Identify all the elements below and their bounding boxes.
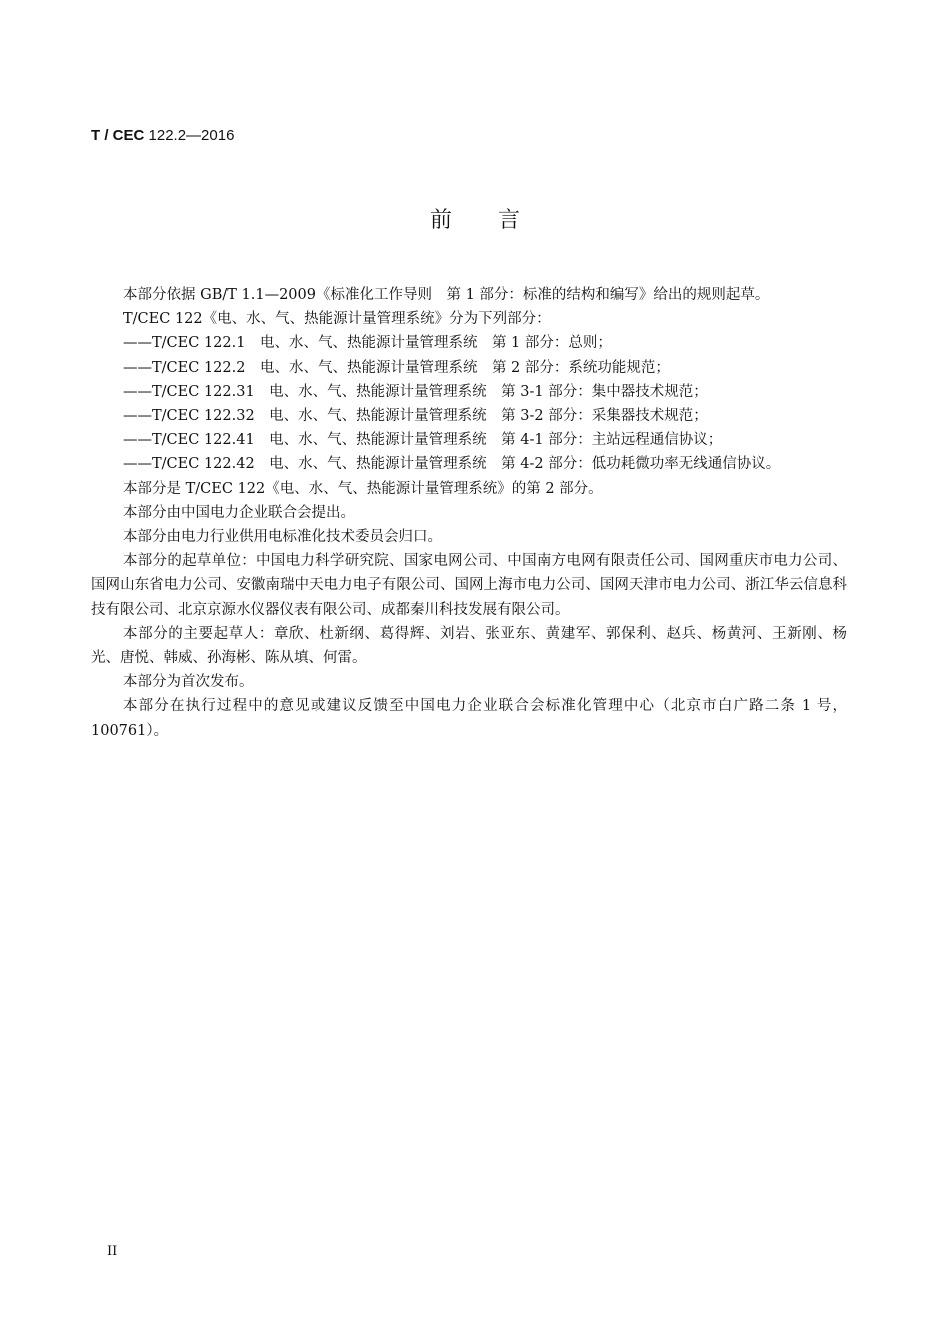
paragraph-first-release: 本部分为首次发布。 <box>123 674 254 691</box>
foreword-body <box>91 283 847 743</box>
paragraph-part-statement: 本部分是 T/CEC 122《电、水、气、热能源计量管理系统》的第 2 部分。 <box>123 480 603 497</box>
list-item: ——T/CEC 122.1 电、水、气、热能源计量管理系统 第 1 部分：总则； <box>123 335 612 352</box>
paragraph-drafters: 本部分的主要起草人：章欣、杜新纲、葛得辉、刘岩、张亚东、黄建军、郭保利、赵兵、杨黄河、王新刚、杨光、唐悦、韩威、孙海彬、陈从填、何雷。 <box>91 625 847 667</box>
paragraph-proposer: 本部分由中国电力企业联合会提出。 <box>123 504 355 521</box>
paragraph-feedback: 本部分在执行过程中的意见或建议反馈至中国电力企业联合会标准化管理中心（北京市白广路二条 1 号，100761）。 <box>91 698 847 739</box>
list-item: ——T/CEC 122.41 电、水、气、热能源计量管理系统 第 4-1 部分：主站远程通信协议； <box>123 432 723 449</box>
paragraph-committee: 本部分由电力行业供用电标准化技术委员会归口。 <box>123 529 442 546</box>
list-item: ——T/CEC 122.2 电、水、气、热能源计量管理系统 第 2 部分：系统功能规范； <box>123 359 670 376</box>
paragraph-drafting-units: 本部分的起草单位：中国电力科学研究院、国家电网公司、中国南方电网有限责任公司、国网重庆市电力公司、国网山东省电力公司、安徽南瑞中天电力电子有限公司、国网上海市电力公司、国网天津市电力公司、浙江华云信息科技有限公司、北京京源水仪器仪表有限公司、成都秦川科技发展有限公司。 <box>91 553 847 618</box>
list-item: ——T/CEC 122.31 电、水、气、热能源计量管理系统 第 3-1 部分：集中器技术规范； <box>123 383 708 400</box>
list-item: ——T/CEC 122.32 电、水、气、热能源计量管理系统 第 3-2 部分：采集器技术规范； <box>123 408 708 425</box>
page-title: 前言 <box>429 208 566 233</box>
paragraph-basis: 本部分依据 GB/T 1.1—2009《标准化工作导则 第 1 部分：标准的结构和编写》给出的规则起草。 <box>123 287 770 303</box>
page-number: II <box>107 1244 118 1259</box>
paragraph-parts-intro: T/CEC 122《电、水、气、热能源计量管理系统》分为下列部分： <box>123 311 551 328</box>
list-item: ——T/CEC 122.42 电、水、气、热能源计量管理系统 第 4-2 部分：低功耗微功率无线通信协议。 <box>123 456 781 473</box>
standard-code-number: 122.2—2016 <box>148 127 235 144</box>
standard-code-prefix: T / CEC <box>91 127 145 144</box>
standard-code <box>91 126 234 146</box>
